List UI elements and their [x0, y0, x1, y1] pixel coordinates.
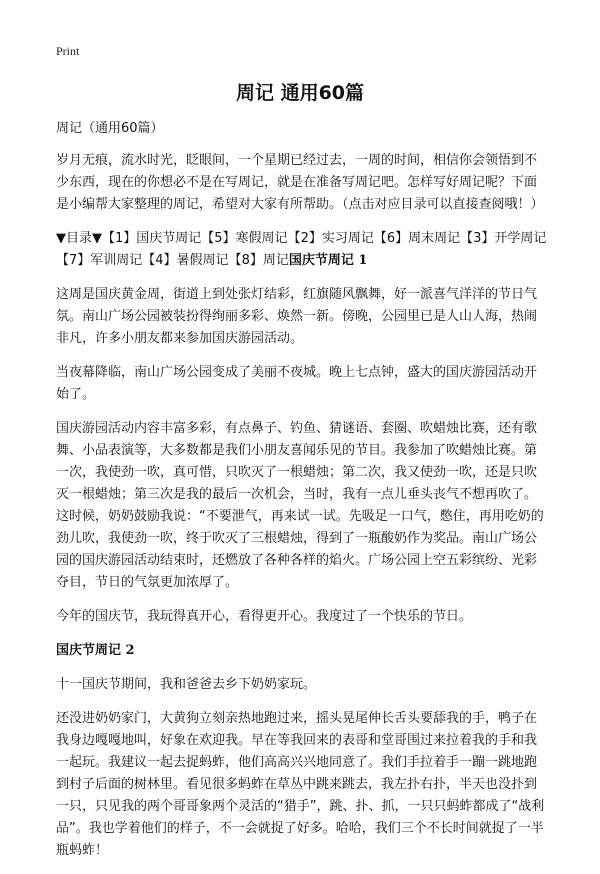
section-1-paragraph: 国庆游园活动内容丰富多彩，有点鼻子、钓鱼、猜谜语、套圈、吹蜡烛比赛，还有歌舞、小品表演等，大多数都是我们小朋友喜闻乐见的节目。我参加了吹蜡烛比赛。第一次，我使劲一吹，真可惜，只吹灭了一根蜡烛；第二次，我又使劲一吹，还是只吹灭一根蜡烛；第三次是我的最后一次机会，当时，我有一点儿垂头丧气不想再吹了。这时候，奶奶鼓励我说：“不要泄气，再来试一试。先吸足一口气，憋住，再用吃奶的劲儿吹，我使劲一吹，终于吹灭了三根蜡烛，得到了一瓶酸奶作为奖品。南山广场公园的国庆游园活动结束时，还燃放了各种各样的焰火。广场公园上空五彩缤纷、光彩夺目，节日的气氛更加浓厚了。 [56, 421, 544, 590]
section-2-paragraph: 十一国庆节期间，我和爸爸去乡下奶奶家玩。 [56, 677, 317, 692]
intro-paragraph: 岁月无痕，流水时光，眨眼间，一个星期已经过去，一周的时间，相信你会领悟到不少东西，现在的你想必不是在写周记，就是在准备写周记吧。怎样写好周记呢？下面是小编帮大家整理的周记，希望对大家有所帮助。（点击对应目录可以直接查阅哦！） [56, 153, 544, 212]
print-link[interactable]: Print [56, 44, 80, 58]
section-1-heading: 国庆节周记 1 [288, 253, 368, 268]
toc-item-summer-break[interactable]: 【4】暑假周记 [142, 253, 229, 268]
section-1-paragraph: 这周是国庆黄金周，街道上到处张灯结彩，红旗随风飘舞，好一派喜气洋洋的节日气氛。南山广场公园被装扮得绚丽多彩、焕然一新。傍晚，公园里已是人山人海，热闹非凡，许多小朋友都来参加国庆游园活动。 [56, 287, 538, 346]
section-1-paragraph: 今年的国庆节，我玩得真开心，看得更开心。我度过了一个快乐的节日。 [56, 609, 473, 624]
toc-item-military-training[interactable]: 【7】军训周记 [56, 253, 143, 268]
toc-prefix: ▼目录▼ [56, 231, 102, 246]
toc-item-weekend[interactable]: 【6】周末周记 [373, 231, 461, 246]
page-title: 周记 通用60篇 [235, 82, 365, 104]
toc-item-weekly-journal[interactable]: 【8】周记 [228, 253, 289, 268]
toc-item-internship[interactable]: 【2】实习周记 [287, 231, 374, 246]
section-2-paragraph: 还没进奶奶家门，大黄狗立刻亲热地跑过来，摇头晃尾伸长舌头要舔我的手，鸭子在我身边嘎嘎地叫，好象在欢迎我。早在等我回来的表哥和堂哥围过来拉着我的手和我一起玩。我建议一起去捉蚂蚱，他们高高兴兴地同意了。我们手拉着手一蹦一跳地跑到村子后面的树林里。看见很多蚂蚱在草丛中跳来跳去，我左扑右扑，半天也没扑到一只，只见我的两个哥哥象两个灵活的“猎手”，跳、扑、抓，一只只蚂蚱都成了“战利品”。我也学着他们的样子，不一会就捉了好多。哈哈，我们三个不长时间就捉了一半瓶蚂蚱！ [56, 711, 545, 858]
table-of-contents [56, 228, 548, 272]
toc-item-national-day[interactable]: 【1】国庆节周记 [102, 231, 202, 246]
section-2-heading: 国庆节周记 2 [56, 643, 135, 658]
article-body [56, 118, 548, 874]
section-1-paragraph: 当夜幕降临，南山广场公园变成了美丽不夜城。晚上七点钟，盛大的国庆游园活动开始了。 [56, 365, 538, 402]
article-subtitle: 周记（通用60篇） [56, 121, 164, 136]
toc-item-winter-break[interactable]: 【5】寒假周记 [201, 231, 288, 246]
toc-item-school-start[interactable]: 【3】开学周记 [460, 231, 547, 246]
